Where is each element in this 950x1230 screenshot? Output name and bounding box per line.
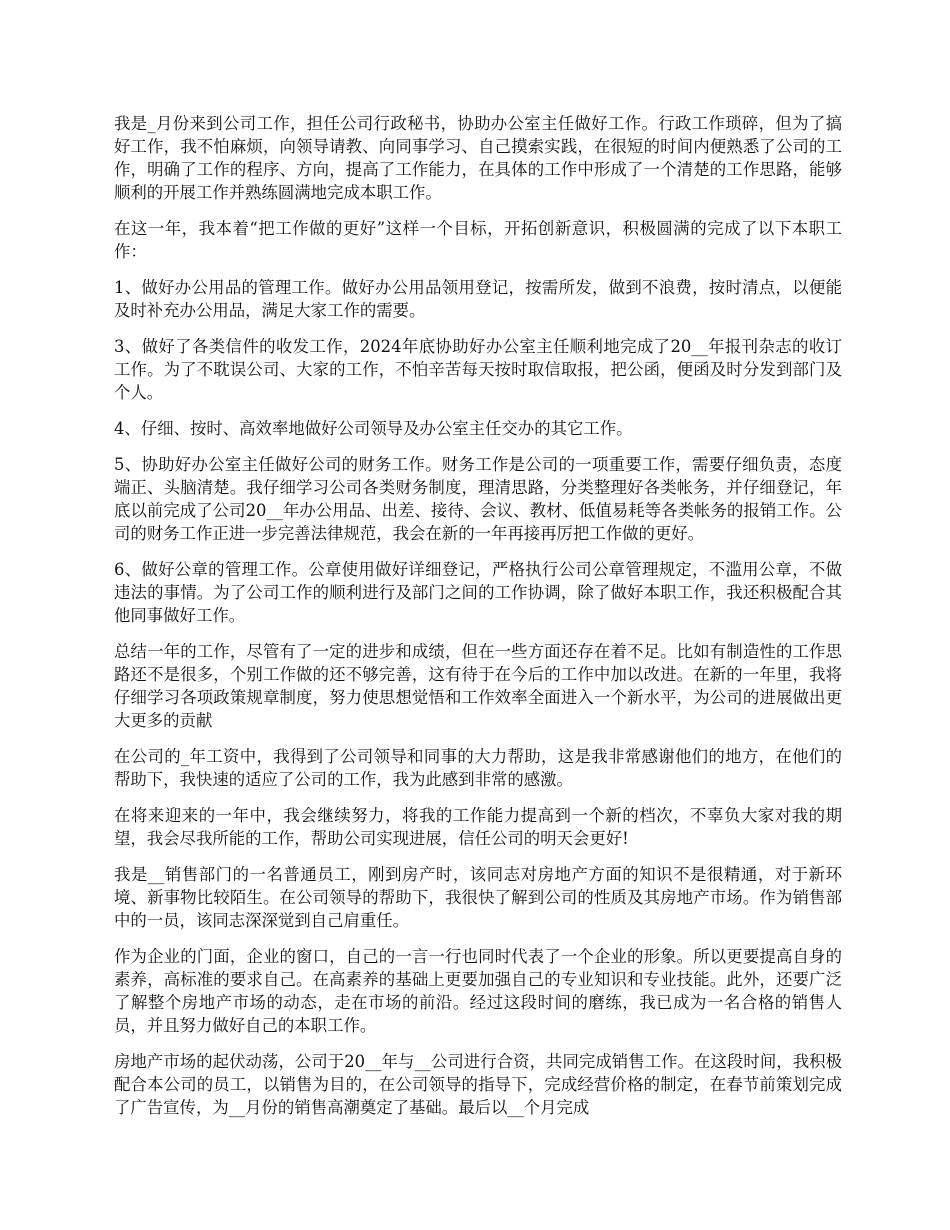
paragraph-thanks: 在公司的_年工资中，我得到了公司领导和同事的大力帮助，这是我非常感谢他们的地方，在他们的帮助下，我快速的适应了公司的工作，我为此感到非常的感激。	[114, 747, 842, 789]
paragraph-item-1: 1、做好办公用品的管理工作。做好办公用品领用登记，按需所发，做到不浪费，按时清点，以便能及时补充办公用品，满足大家工作的需要。	[114, 278, 842, 320]
paragraph-sales-intro: 我是__销售部门的一名普通员工，刚到房产时，该同志对房地产方面的知识不是很精通，对于新环境、新事物比较陌生。在公司领导的帮助下，我很快了解到公司的性质及其房地产市场。作为销售部中的一员，该同志深深觉到自己肩重任。	[114, 865, 842, 930]
paragraph-intro: 我是_月份来到公司工作，担任公司行政秘书，协助办公室主任做好工作。行政工作琐碎，但为了搞好工作，我不怕麻烦，向领导请教、向同事学习、自己摸索实践，在很短的时间内便熟悉了公司的工作，明确了工作的程序、方向，提高了工作能力，在具体的工作中形成了一个清楚的工作思路，能够顺利的开展工作并熟练圆满地完成本职工作。	[114, 114, 842, 202]
document-page	[114, 112, 842, 1132]
paragraph-item-5: 5、协助好办公室主任做好公司的财务工作。财务工作是公司的一项重要工作，需要仔细负责，态度端正、头脑清楚。我仔细学习公司各类财务制度，理清思路，分类整理好各类帐务，并仔细登记，年底以前完成了公司20__年办公用品、出差、接待、会议、教材、低值易耗等各类帐务的报销工作。公司的财务工作正进一步完善法律规范，我会在新的一年再接再厉把工作做的更好。	[114, 455, 842, 543]
paragraph-year-goal: 在这一年，我本着“把工作做的更好”这样一个目标，开拓创新意识，积极圆满的完成了以下本职工作：	[114, 219, 842, 261]
paragraph-sales-market: 房地产市场的起伏动荡，公司于20__年与__公司进行合资，共同完成销售工作。在这段时间，我积极配合本公司的员工，以销售为目的，在公司领导的指导下，完成经营价格的制定，在春节前策划完成了广告宣传，为__月份的销售高潮奠定了基础。最后以__个月完成	[114, 1052, 842, 1117]
paragraph-sales-image: 作为企业的门面，企业的窗口，自己的一言一行也同时代表了一个企业的形象。所以更要提高自身的素养，高标准的要求自己。在高素养的基础上更要加强自己的专业知识和专业技能。此外，还要广泛了解整个房地产市场的动态，走在市场的前沿。经过这段时间的磨练，我已成为一名合格的销售人员，并且努力做好自己的本职工作。	[114, 947, 842, 1035]
paragraph-item-6: 6、做好公章的管理工作。公章使用做好详细登记，严格执行公司公章管理规定，不滥用公章，不做违法的事情。为了公司工作的顺利进行及部门之间的工作协调，除了做好本职工作，我还积极配合其他同事做好工作。	[114, 560, 842, 625]
paragraph-item-3: 3、做好了各类信件的收发工作，2024年底协助好办公室主任顺利地完成了20__年报刊杂志的收订工作。为了不耽误公司、大家的工作，不怕辛苦每天按时取信取报，把公函，便函及时分发到部门及个人。	[114, 337, 842, 402]
paragraph-outlook: 在将来迎来的一年中，我会继续努力，将我的工作能力提高到一个新的档次，不辜负大家对我的期望，我会尽我所能的工作，帮助公司实现进展，信任公司的明天会更好!	[114, 806, 842, 848]
paragraph-item-4: 4、仔细、按时、高效率地做好公司领导及办公室主任交办的其它工作。	[114, 419, 633, 438]
paragraph-summary: 总结一年的工作，尽管有了一定的进步和成绩，但在一些方面还存在着不足。比如有制造性的工作思路还不是很多，个别工作做的还不够完善，这有待于在今后的工作中加以改进。在新的一年里，我将仔细学习各项政策规章制度，努力使思想觉悟和工作效率全面进入一个新水平，为公司的进展做出更大更多的贡献	[114, 642, 842, 730]
